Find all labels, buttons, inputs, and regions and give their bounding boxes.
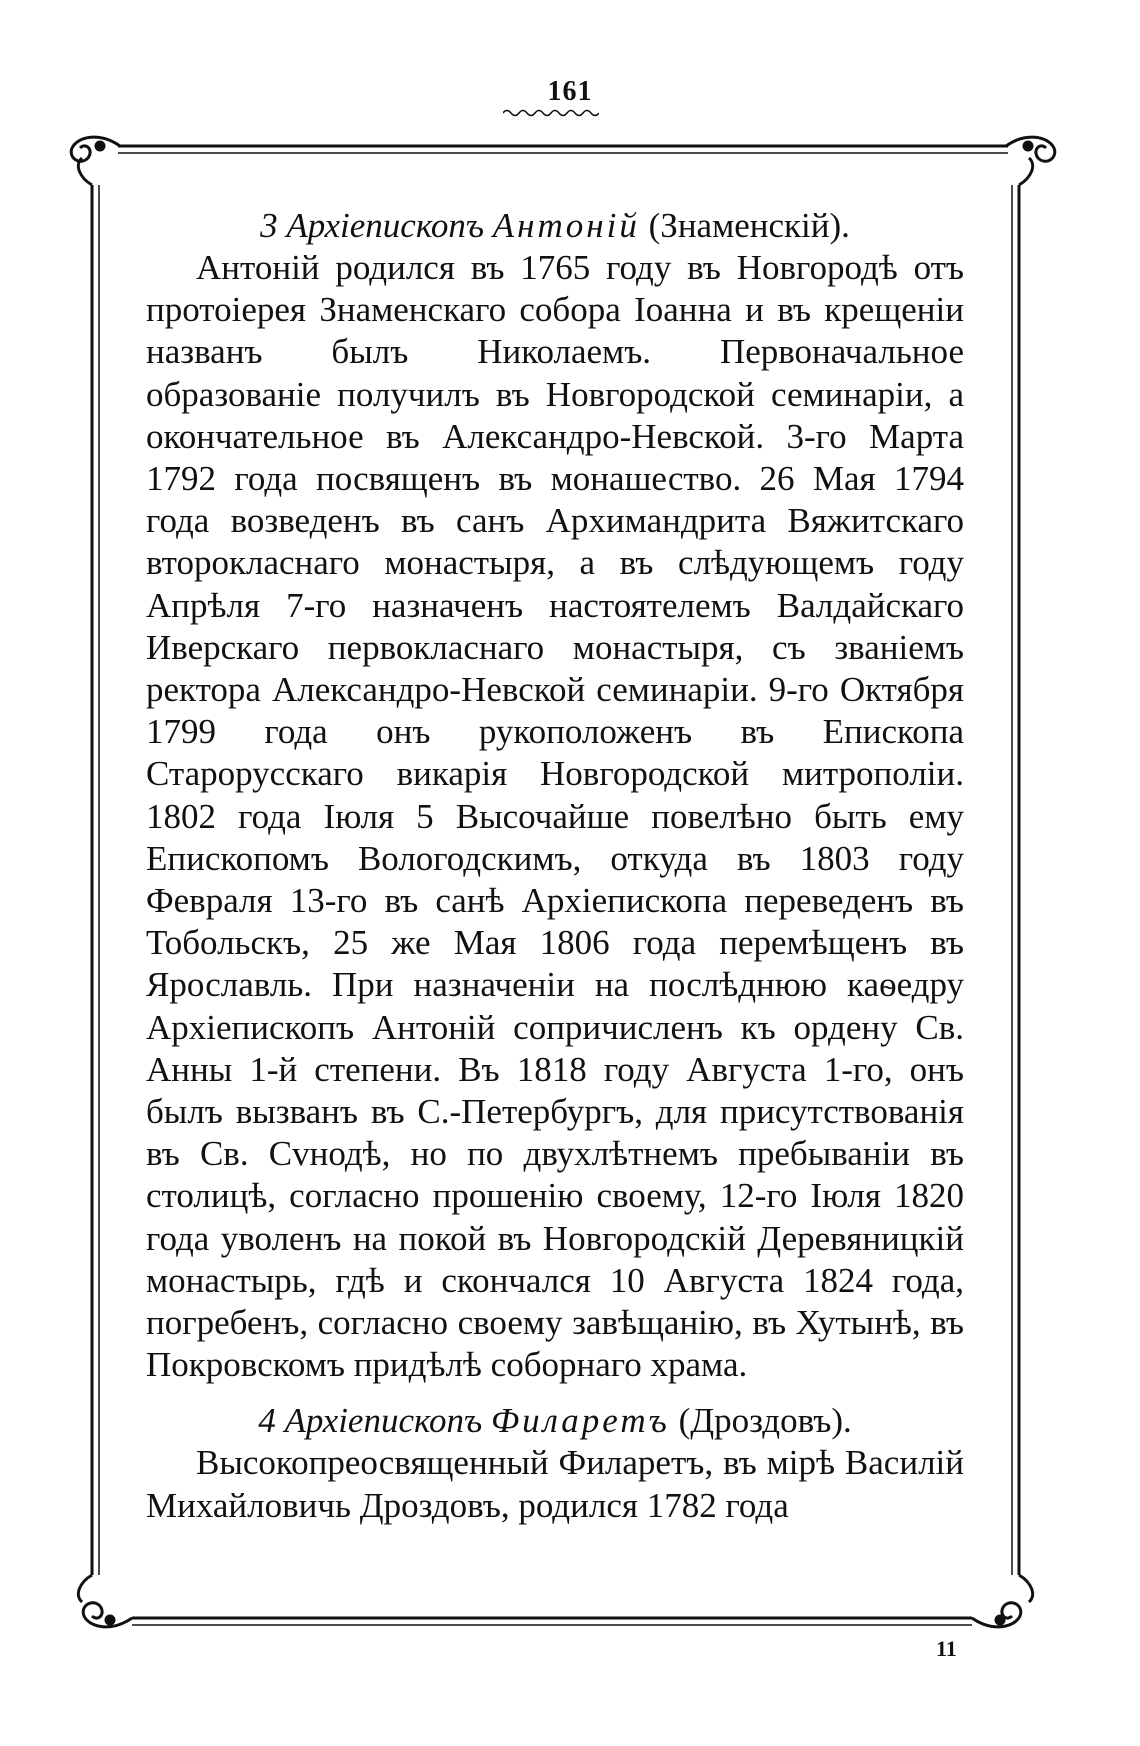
section-heading-antony (146, 205, 964, 247)
heading-number: 4 (258, 1401, 276, 1441)
text-block (146, 205, 964, 1527)
heading-name: Антоній (492, 206, 640, 245)
page-number-ornament (503, 108, 599, 118)
biography-paragraph-filaret: Высокопреосвященный Филаретъ, въ мірѣ Василій Михайловичь Дроздовъ, родился 1782 года (146, 1443, 964, 1525)
corner-ornament-top-left (71, 137, 120, 185)
corner-ornament-top-right (1006, 137, 1055, 185)
biography-paragraph-antony: Антоній родился въ 1765 году въ Новгородѣ отъ протоіерея Знаменскаго собора Іоанна и въ крещеніи названъ былъ Николаемъ. Первоначальное образованіе получилъ въ Новгородской семинаріи, а окончательное въ Александро-Невской. 3-го Марта 1792 года посвященъ въ монашество. 26 Мая 1794 года возведенъ въ санъ Архимандрита Вяжитскаго второкласнаго монастыря, а въ слѣдующемъ году Апрѣля 7-го назначенъ настоятелемъ Валдайскаго Иверскаго первокласнаго монастыря, съ званіемъ ректора Александро-Невской семинаріи. 9-го Октября 1799 года онъ рукоположенъ въ Епископа Старорусскаго викарія Новгородской митрополіи. 1802 года Іюля 5 Высочайше повелѣно быть ему Епископомъ Вологодскимъ, откуда въ 1803 году Февраля 13-го въ санѣ Архіепископа переведенъ въ Тобольскъ, 25 же Мая 1806 года перемѣщенъ въ Ярославль. При назначеніи на послѣднюю каѳедру Архіепископъ Антоній сопричисленъ къ ордену Св. Анны 1-й степени. Въ 1818 году Августа 1-го, онъ былъ вызванъ въ С.-Петербургъ, для присутствованія въ Св. Сvнодѣ, но по двухлѣтнемъ пребываніи въ столицѣ, согласно прошенію своему, 12-го Іюля 1820 года уволенъ на покой въ Новгородскій Деревяницкій монастырь, гдѣ и скончался 10 Августа 1824 года, погребенъ, согласно своему завѣщанію, въ Хутынѣ, въ Покровскомъ придѣлѣ соборнаго храма. (146, 248, 964, 1385)
heading-rank: Архіепископъ (284, 1401, 483, 1441)
corner-ornament-bottom-left (78, 1575, 132, 1627)
section-heading-filaret (146, 1400, 964, 1442)
heading-name: Филаретъ (490, 1401, 670, 1441)
heading-number: 3 (260, 206, 278, 245)
corner-ornament-bottom-right (972, 1575, 1033, 1627)
page-number: 161 (547, 76, 593, 107)
signature-mark: 11 (936, 1636, 957, 1661)
heading-surname: (Дроздовъ). (678, 1401, 852, 1441)
heading-surname: (Знаменскій). (648, 206, 850, 245)
heading-rank: Архіепископъ (286, 206, 485, 245)
